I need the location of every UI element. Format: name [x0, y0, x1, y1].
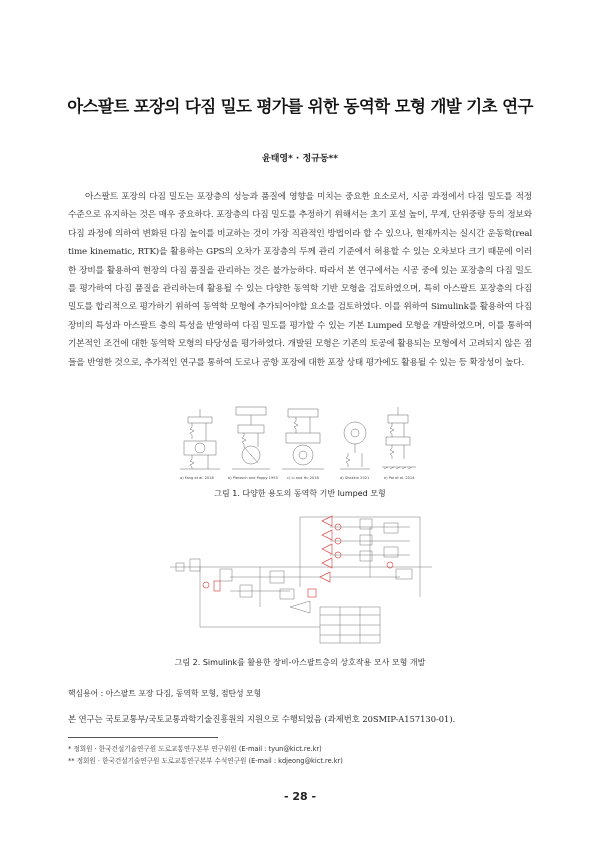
keywords-line: 핵심용어 : 아스팔트 포장 다짐, 동역학 모형, 점탄성 모형: [68, 689, 262, 698]
figure-1-panel-label-d: d) Shokkin 2021: [340, 476, 370, 480]
figure-2-caption: 그림 2. Simulink를 활용한 장비-아스팔트층의 상호작용 모사 모형 개발: [174, 658, 426, 667]
funding-statement: 본 연구는 국토교통부/국토교통과학기술진흥원의 지원으로 수행되었음 (과제번호 20SMIP-A157130-01).: [68, 714, 456, 724]
figure-1-caption: 그림 1. 다양한 용도의 동역학 기반 lumped 모형: [214, 489, 386, 498]
figure-2-image: [170, 507, 432, 651]
footnote-author-1: * 정회원 · 한국건설기술연구원 도로교통연구본부 연구위원 (E-mail : tyun@kict.re.kr): [68, 745, 322, 753]
abstract-text: 아스팔트 포장의 다짐 밀도는 포장층의 성능과 품질에 영향을 미치는 중요한 요소로서, 시공 과정에서 다짐 밀도를 적정 수준으로 유지하는 것은 매우 중요하다. 포장층의 다짐 밀도를 추정하기 위해서는 초기 포설 높이, 무게, 단위중량 등의 정보와 다짐 과정에 의하여 변화된 다짐 높이를 비교하는 것이 가장 직관적인 방법이라 할 수 있으나, 현재까지는 실시간 운동학(real time kinematic, RTK)을 활용하는 GPS의 오차가 포장층의 두께 관리 기준에서 허용할 수 있는 오차보다 크기 때문에 이러한 장비를 활용하여 현장의 다짐 품질을 관리하는 것은 불가능하다. 따라서 본 연구에서는 시공 중에 있는 포장층의 다짐 밀도를 평가하여 다짐 품질을 관리하는데 활용될 수 있는 다양한 동역학 기반 모형을 검토하였으며, 특히 아스팔트 포장층의 다짐 밀도를 합리적으로 평가하기 위하여 동역학 모형에 추가되어야할 요소를 검토하였다. 이를 위하여 Simulink를 활용하여 다짐 장비의 특성과 아스팔트 층의 특성을 반영하여 다짐 밀도를 평가할 수 있는 기본 Lumped 모형을 개발하였으며, 이를 통하여 기본적인 조건에 대한 동역학 모형의 타당성을 평가하였다. 개발된 모형은 기존의 토공에 활용되는 모형에서 고려되지 않은 점들을 반영한 것으로, 추가적인 연구를 통하여 도로나 공항 포장에 대한 포장 상태 평가에도 활용될 수 있는 등 확장성이 높다.: [68, 192, 533, 368]
figure-1-panel-label-e: e) Pai et al. 2014: [384, 476, 415, 480]
figure-1-panel-label-b: b) Pietzsch and Poppy 1993: [228, 476, 278, 480]
figure-1-panel-label-c: c) Li and Hu 2018: [287, 476, 319, 480]
footnote-divider: [68, 737, 218, 738]
figure-1-panel-label-a: a) Fang et al. 2018: [180, 476, 214, 480]
paper-authors: 윤태영* · 정규동**: [262, 154, 338, 164]
paper-title: 아스팔트 포장의 다짐 밀도 평가를 위한 동역학 모형 개발 기초 연구: [67, 97, 533, 116]
page-number: - 28 -: [283, 790, 317, 803]
figure-1-image: [170, 403, 432, 483]
footnote-author-2: ** 정회원 · 한국건설기술연구원 도로교통연구본부 수석연구원 (E-mail : kdjeong@kict.re.kr): [68, 757, 343, 765]
